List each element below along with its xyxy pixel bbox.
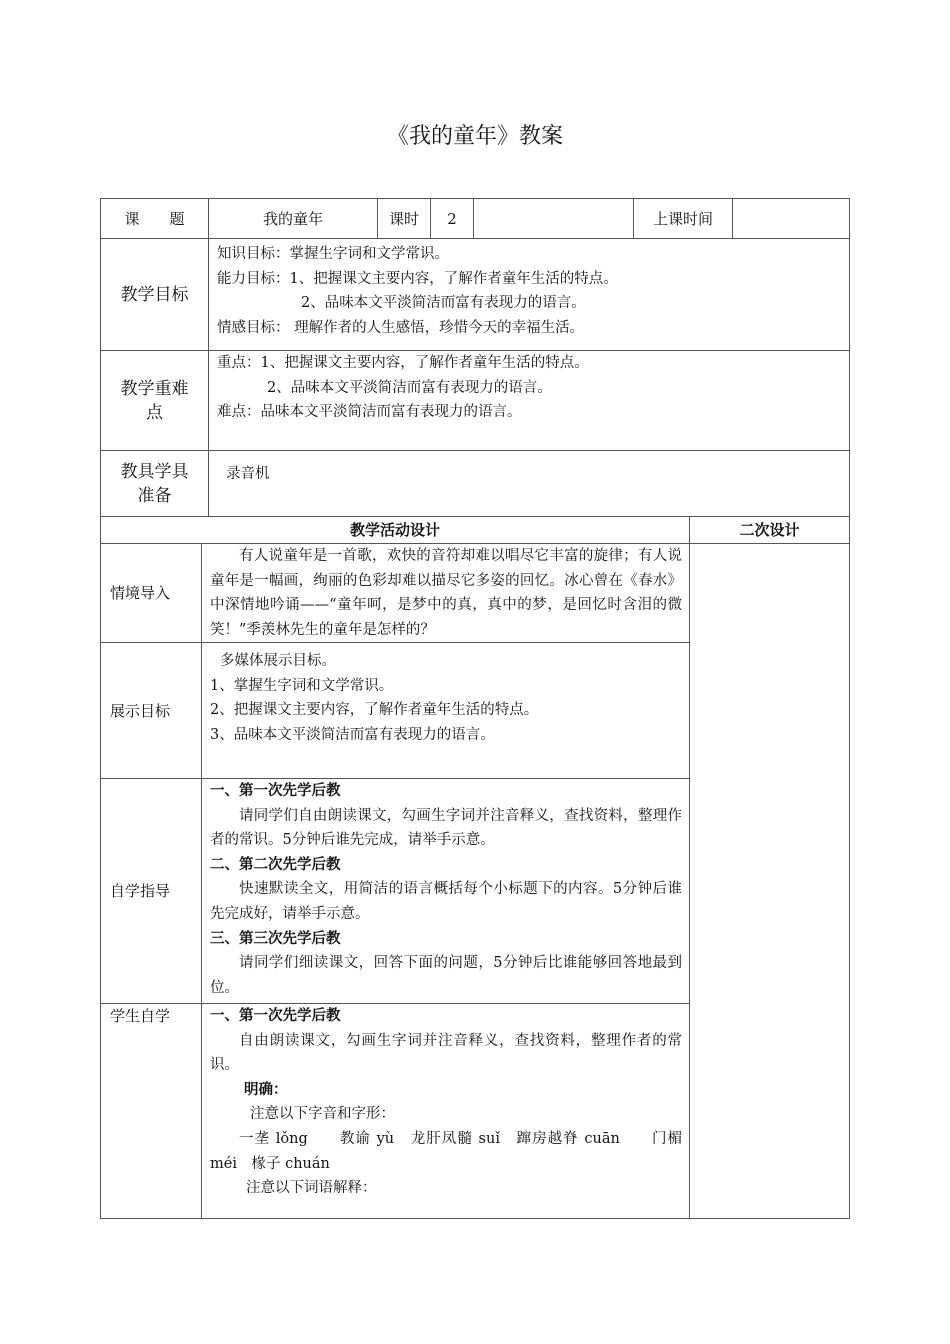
key-points-label <box>101 351 208 450</box>
intro-content <box>210 544 682 642</box>
class-time-value <box>733 199 849 238</box>
guide-heading-1: 一、第一次先学后教 <box>210 782 341 799</box>
key-points-label-text: 教学重难点 <box>120 378 189 423</box>
guide-heading-2: 二、第二次先学后教 <box>210 855 341 873</box>
objective-ability-2: 2、品味本文平淡简洁而富有表现力的语言。 <box>301 295 586 312</box>
tools-label <box>101 451 208 516</box>
self-study-label: 学生自学 <box>110 1007 171 1025</box>
self-study-words: 一垄 lǒng 教谕 yù 龙肝凤髓 suǐ 蹿房越脊 cuān 门楣 méi 椽子 chuán <box>210 1130 682 1172</box>
objectives-content <box>217 242 842 340</box>
table-border-bottom <box>100 1218 850 1219</box>
key-point-2: 2、品味本文平淡简洁而富有表现力的语言。 <box>267 379 552 396</box>
goal-1: 1、掌握生字词和文学常识。 <box>210 677 394 694</box>
intro-label: 情境导入 <box>110 584 171 602</box>
objectives-label: 教学目标 <box>120 284 189 305</box>
self-study-note-2: 注意以下词语解释： <box>246 1180 377 1197</box>
row-divider <box>100 238 850 239</box>
goal-2: 2、把握课文主要内容，了解作者童年生活的特点。 <box>210 702 539 719</box>
self-study-text-1: 自由朗读课文，勾画生字词并注音释义，查找资料，整理作者的常识。 <box>210 1032 682 1074</box>
self-study-note-1: 注意以下字音和字形： <box>250 1106 395 1123</box>
guide-content <box>210 779 682 1000</box>
guide-label: 自学指导 <box>110 882 171 900</box>
tools-content: 录音机 <box>226 466 270 482</box>
topic-value: 我的童年 <box>262 209 323 228</box>
guide-text-3: 请同学们细读课文，回答下面的问题，5分钟后比谁能够回答地最到位。 <box>210 955 682 996</box>
table-border-right <box>849 198 850 1219</box>
goals-label: 展示目标 <box>110 701 171 720</box>
col-divider <box>473 198 474 238</box>
key-point-1: 重点：1、把握课文主要内容，了解作者童年生活的特点。 <box>217 355 589 371</box>
guide-text-2: 快速默读全文，用简洁的语言概括每个小标题下的内容。5分钟后谁先完成好，请举手示意。 <box>210 881 682 922</box>
self-study-content <box>210 1004 682 1201</box>
objective-knowledge: 知识目标：掌握生字词和文学常识。 <box>217 246 449 262</box>
hours-label: 课时 <box>388 209 419 228</box>
self-study-heading-1: 一、第一次先学后教 <box>210 1007 341 1024</box>
objective-ability-1: 能力目标：1、把握课文主要内容，了解作者童年生活的特点。 <box>217 270 618 287</box>
tools-label-text: 教具学具准备 <box>120 461 189 506</box>
col-divider <box>689 516 690 1219</box>
row-divider <box>100 450 850 451</box>
goal-3: 3、品味本文平淡简洁而富有表现力的语言。 <box>210 726 495 743</box>
col-divider <box>201 543 202 1219</box>
difficulty-point: 难点：品味本文平淡简洁而富有表现力的语言。 <box>217 404 522 421</box>
self-study-clarify: 明确： <box>244 1080 288 1098</box>
activity-design-header: 教学活动设计 <box>349 521 440 539</box>
hours-value: 2 <box>447 209 457 228</box>
topic-label: 课 题 <box>124 209 185 228</box>
goals-intro: 多媒体展示目标。 <box>220 653 336 669</box>
class-time-label: 上课时间 <box>652 209 713 228</box>
intro-text: 有人说童年是一首歌，欢快的音符却难以唱尽它丰富的旋律；有人说童年是一幅画，绚丽的色彩却难以描尽它多姿的回忆。冰心曾在《春水》中深情地吟诵——“童年呵，是梦中的真，真中的梦，是回忆时含泪的微笑！”季羡林先生的童年是怎样的？ <box>210 548 682 638</box>
page-title: 《我的童年》教案 <box>386 124 563 149</box>
second-design-header: 二次设计 <box>739 521 800 539</box>
guide-heading-3: 三、第三次先学后教 <box>210 929 341 947</box>
goals-content <box>210 649 682 747</box>
guide-text-1: 请同学们自由朗读课文，勾画生字词并注音释义，查找资料，整理作者的常识。5分钟后谁先完成，请举手示意。 <box>210 807 682 849</box>
objective-emotion: 情感目标： 理解作者的人生感悟，珍惜今天的幸福生活。 <box>217 319 585 336</box>
col-divider <box>208 198 209 516</box>
key-points-content <box>217 351 842 425</box>
